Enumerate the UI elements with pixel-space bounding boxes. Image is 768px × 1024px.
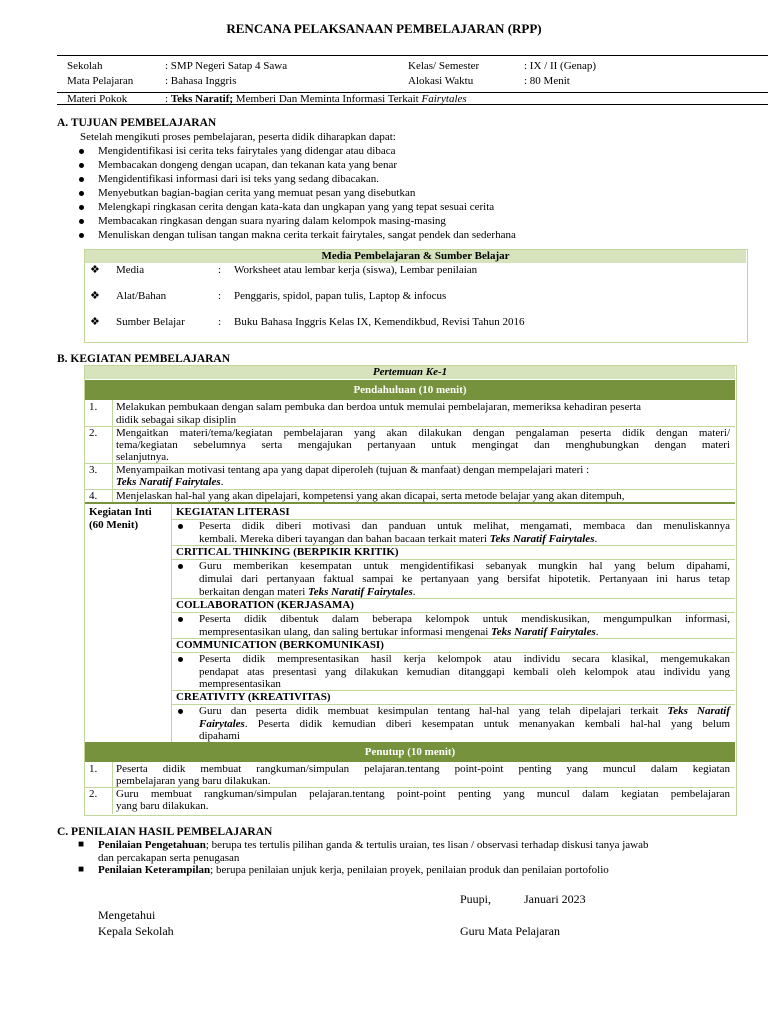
media-label: Media (116, 264, 145, 276)
pend-col-divider (112, 400, 113, 503)
bullet-icon (178, 564, 183, 569)
ct-text: Guru memberikan kesempatan untuk mengidentifikasi sebanyak mungkin hal yang belum dipahami, (199, 560, 730, 572)
bullet-icon (178, 709, 183, 714)
penilaian-keterampilan (98, 864, 609, 877)
pend-line: Menjelaskan hal-hal yang akan dipelajari, kompetensi yang akan dicapai, serta metode belajar yang akan ditempuh, (116, 490, 625, 502)
penilaian-pengetahuan-text: ; berupa tes tertulis pilihan ganda & tertulis uraian, tes lisan / observasi terhadap diskusi tanya jawab (205, 839, 649, 851)
square-bullet-icon: ■ (78, 839, 85, 850)
kelas-value: : IX / II (Genap) (524, 60, 597, 72)
pen-num: 1. (89, 763, 98, 775)
alokasi-value: : 80 Menit (524, 75, 570, 87)
tujuan-item: Mengidentifikasi isi cerita teks fairytales yang didengar atau dibaca (98, 145, 396, 157)
materi-rest: Memberi Dan Meminta Informasi Terkait (233, 93, 422, 105)
pen-line: pembelajaran yang baru dilakukan. (116, 775, 271, 787)
bullet-icon (79, 233, 84, 238)
media-heading: Media Pembelajaran & Sumber Belajar (85, 250, 746, 263)
pendahuluan-bar: Pendahuluan (10 menit) (85, 380, 735, 400)
penilaian-pengetahuan-label: Penilaian Pengetahuan (98, 839, 206, 851)
communication-heading: COMMUNICATION (BERKOMUNIKASI) (176, 639, 384, 651)
sekolah-value: : SMP Negeri Satap 4 Sawa (165, 60, 288, 72)
penilaian-keterampilan-text: ; berupa penilaian unjuk kerja, penilaian proyek, penilaian produk dan penilaian portofolio (210, 864, 609, 876)
cre-text (199, 718, 730, 731)
signature-date: Januari 2023 (524, 892, 586, 906)
penilaian-pengetahuan-cont: dan percakapan serta penugasan (98, 852, 240, 864)
cre-text-bold: Fairytales (199, 718, 245, 730)
sumber-label: Sumber Belajar (116, 316, 185, 328)
col-text-bold: Teks Naratif Fairytales (491, 626, 596, 638)
cre-text: dipahami (199, 730, 240, 742)
cre-text-part: . Peserta didik kemudian diberi kesempatan untuk menanyakan kembali hal-hal yang belum (244, 718, 730, 730)
guru-label: Guru Mata Pelajaran (460, 924, 560, 938)
kelas-label: Kelas/ Semester (408, 60, 480, 72)
section-a-intro: Setelah mengikuti proses pembelajaran, peserta didik diharapkan dapat: (80, 131, 396, 143)
bullet-icon (178, 657, 183, 662)
bullet-icon (79, 149, 84, 154)
pend-num: 3. (89, 464, 98, 476)
bullet-icon (79, 177, 84, 182)
square-bullet-icon: ■ (78, 864, 85, 875)
bullet-icon (178, 524, 183, 529)
section-b-heading: B. KEGIATAN PEMBELAJARAN (57, 353, 231, 365)
col-text-part: mempresentasikan ulang, dan saling bertukar informasi mengenai (199, 626, 492, 638)
pend-line: Mengaitkan materi/tema/kegiatan pembelajaran yang akan dilakukan dengan pengalaman peserta didik dengan materi/ (116, 427, 730, 439)
pend-num: 2. (89, 427, 98, 439)
com-text: mempresentasikan (199, 678, 281, 690)
pend-line: selanjutnya. (116, 451, 169, 463)
alokasi-label: Alokasi Waktu (408, 75, 474, 87)
media-colon: : (218, 264, 222, 276)
literasi-heading: KEGIATAN LITERASI (176, 506, 290, 518)
literasi-text-part: kembali. Mereka diberi tayangan dan bahan bacaan terkait materi (199, 533, 490, 545)
section-a-heading: A. TUJUAN PEMBELAJARAN (57, 117, 217, 129)
pertemuan-label: Pertemuan Ke-1 (85, 366, 735, 379)
ct-text-part: berkaitan dengan materi (199, 586, 309, 598)
bullet-icon (79, 205, 84, 210)
signature-place: Puupi, (460, 892, 492, 906)
sumber-value: Buku Bahasa Inggris Kelas IX, Kemendikbud, Revisi Tahun 2016 (234, 316, 525, 328)
pend-num: 4. (89, 490, 98, 502)
col-text: Peserta didik dibentuk dalam beberapa kelompok untuk mendiskusikan, mengumpulkan informasi, (199, 613, 730, 625)
tujuan-item: Membacakan dongeng dengan ucapan, dan tekanan kata yang benar (98, 159, 398, 171)
literasi-text-bold: Teks Naratif Fairytales (489, 533, 595, 545)
ct-text: dimulai dari pertanyaan faktual sampai ke pertanyaan yang bersifat hipotetik. Pertanyaan ini harus tetap (199, 573, 730, 585)
sumber-bullet-icon: ❖ (90, 316, 100, 328)
header-top-rule (57, 55, 768, 56)
collaboration-heading: COLLABORATION (KERJASAMA) (176, 599, 354, 611)
alat-colon: : (218, 290, 222, 302)
inti-duration: (60 Menit) (89, 519, 139, 531)
ct-text-end: . (412, 586, 416, 598)
com-text: pendapat atas presentasi yang dilakukan kemudian ditanggapi kembali oleh kelompok atau individu yang (199, 666, 730, 678)
pend-line-end: . (220, 476, 224, 488)
cre-text-part: Guru dan peserta didik membuat kesimpulan tentang hal-hal yang telah dipelajari terkait (199, 705, 668, 717)
penilaian-keterampilan-label: Penilaian Keterampilan (98, 864, 211, 876)
inti-separator (85, 502, 735, 504)
bullet-icon (178, 617, 183, 622)
materi-bold: Teks Naratif; (170, 93, 234, 105)
pen-num: 2. (89, 788, 98, 800)
mengetahui-label: Mengetahui (98, 908, 156, 922)
bullet-icon (79, 163, 84, 168)
sekolah-label: Sekolah (67, 60, 103, 72)
materi-value (165, 93, 467, 106)
materi-colon: : (165, 93, 171, 105)
pen-line: Peserta didik membuat rangkuman/simpulan pelajaran.tentang point-point penting yang muncul dalam kegiatan (116, 763, 730, 775)
tujuan-item: Melengkapi ringkasan cerita dengan kata-kata dan ungkapan yang yang tepat sesuai cerita (98, 201, 495, 213)
section-c-heading: C. PENILAIAN HASIL PEMBELAJARAN (57, 826, 273, 838)
alat-bullet-icon: ❖ (90, 290, 100, 302)
literasi-text: Peserta didik diberi motivasi dan panduan untuk melihat, mengamati, membaca dan menuliskannya (199, 520, 730, 532)
creativity-heading: CREATIVITY (KREATIVITAS) (176, 691, 331, 703)
pen-col-divider (112, 762, 113, 814)
page-title: RENCANA PELAKSANAAN PEMBELAJARAN (RPP) (226, 21, 542, 36)
cre-text (199, 705, 730, 718)
ct-text-bold: Teks Naratif Fairytales (308, 586, 413, 598)
col-text-end: . (595, 626, 599, 638)
pend-line: didik sebagai sikap disiplin (116, 414, 237, 426)
penilaian-pengetahuan (98, 839, 738, 852)
pend-line: tema/kegiatan sebelumnya serta mengajukan pertanyaan untuk mengingat dan menghubungkan dengan materi (116, 439, 730, 451)
media-bullet-icon: ❖ (90, 264, 100, 276)
bullet-icon (79, 219, 84, 224)
kepala-sekolah-label: Kepala Sekolah (98, 924, 174, 938)
materi-italic: Fairytales (421, 93, 467, 105)
tujuan-item: Menyebutkan bagian-bagian cerita yang memuat pesan yang disebutkan (98, 187, 416, 199)
pen-line: yang baru dilakukan. (116, 800, 209, 812)
bullet-icon (79, 191, 84, 196)
mapel-label: Mata Pelajaran (67, 75, 134, 87)
critical-thinking-heading: CRITICAL THINKING (BERPIKIR KRITIK) (176, 546, 399, 558)
alat-value: Penggaris, spidol, papan tulis, Laptop & infocus (234, 290, 447, 302)
materi-label: Materi Pokok (67, 93, 128, 105)
tujuan-item: Membacakan ringkasan dengan suara nyaring dalam kelompok masing-masing (98, 215, 446, 227)
inti-label: Kegiatan Inti (89, 506, 152, 518)
penutup-bar: Penutup (10 menit) (85, 742, 735, 762)
pend-line (116, 476, 223, 489)
pend-line-bold: Teks Naratif Fairytales (116, 476, 221, 488)
media-value: Worksheet atau lembar kerja (siswa), Lembar penilaian (234, 264, 478, 276)
com-text: Peserta didik mempresentasikan hasil kerja kelompok atau individu secara klasikal, mengemukakan (199, 653, 730, 665)
tujuan-item: Mengidentifikasi informasi dari isi teks yang sedang dibacakan. (98, 173, 380, 185)
alat-label: Alat/Bahan (116, 290, 167, 302)
pend-line: Melakukan pembukaan dengan salam pembuka dan berdoa untuk memulai pembelajaran, memeriksa kehadiran peserta (116, 401, 642, 413)
sumber-colon: : (218, 316, 222, 328)
inti-col-divider (171, 504, 172, 742)
tujuan-item: Menuliskan dengan tulisan tangan makna cerita terkait fairytales, sangat pendek dan sederhana (98, 229, 516, 241)
pend-line: Menyampaikan motivasi tentang apa yang dapat diperoleh (tujuan & manfaat) dengan mempelajari materi : (116, 464, 590, 476)
mapel-value: : Bahasa Inggris (165, 75, 237, 87)
literasi-text-end: . (594, 533, 598, 545)
cre-text-bold: Teks Naratif (667, 705, 730, 717)
pend-num: 1. (89, 401, 98, 413)
pen-line: Guru membuat rangkuman/simpulan pelajaran.tentang point-point penting yang muncul dalam kegiatan pembelajaran (116, 788, 730, 800)
